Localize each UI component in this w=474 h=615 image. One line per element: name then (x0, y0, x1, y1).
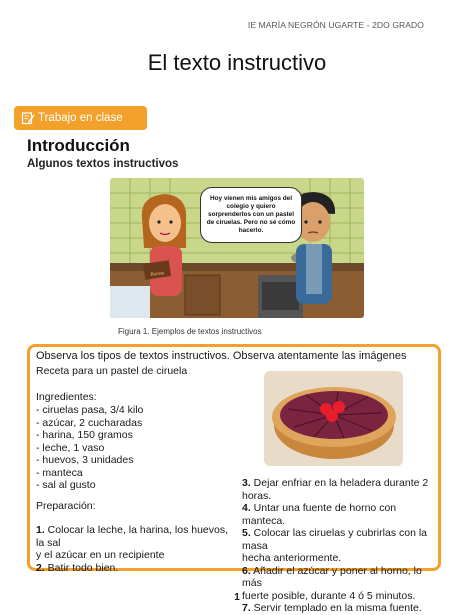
ingredient-item: - huevos, 3 unidades (36, 454, 134, 466)
step-line: 5. Colocar las ciruelas y cubrirlas con la masa (242, 527, 427, 552)
step-line: 2. Batir todo bien. (36, 561, 119, 574)
badge-label: Trabajo en clase (38, 112, 123, 124)
ingredient-item: - ciruelas pasa, 3/4 kilo (36, 404, 144, 416)
figure-illustration (110, 178, 364, 318)
recipe-title: Receta para un pastel de ciruela (36, 365, 188, 377)
ingredient-item: - manteca (36, 466, 83, 479)
ingredient-item: - leche, 1 vaso (36, 441, 105, 454)
ingredients-list (36, 404, 236, 494)
speech-bubble: Hoy vienen mis amigos del colegio y quiero sorprenderlos con un pastel de ciruelas. Pero no sé cómo hacerlo. (200, 187, 302, 243)
ingredient-item: - harina, 150 gramos (36, 429, 133, 441)
box-intro: Observa los tipos de textos instructivos. Observa atentamente las imágenes (36, 350, 407, 362)
section-heading: Introducción (27, 136, 130, 155)
preparation-title: Preparación: (36, 500, 96, 512)
section-subheading: Algunos textos instructivos (27, 158, 179, 170)
ingredients-title: Ingredientes: (36, 391, 97, 403)
page-title: El texto instructivo (147, 50, 327, 75)
plum-pie-illustration (264, 371, 403, 466)
step-line: 6. Añadir el azúcar y poner al horno, lo más (242, 564, 422, 589)
steps-left (36, 524, 236, 574)
step-line: fuerte posible, durante 4 ó 5 minutos. (242, 589, 416, 602)
book-label: Receta (150, 271, 165, 278)
step-line: 7. Servir templado en la misma fuente. (242, 602, 422, 614)
step-line: 3. Dejar enfriar en la heladera durante 2 horas. (242, 477, 429, 502)
plum-pie-image (264, 371, 403, 466)
ingredient-item: - sal al gusto (36, 479, 96, 491)
page-number: 1 (234, 592, 240, 603)
step-line: 4. Untar una fuente de horno con manteca. (242, 502, 397, 527)
class-work-badge (14, 106, 147, 130)
edit-note-icon (21, 111, 35, 125)
figure-caption: Figura 1. Ejemplos de textos instructivos (118, 327, 262, 336)
step-line: y el azúcar en un recipiente (36, 549, 165, 561)
ingredient-item: - azúcar, 2 cucharadas (36, 416, 143, 429)
header-course: IE MARÍA NEGRÓN UGARTE - 2DO GRADO (247, 20, 424, 30)
step-line: hecha anteriormente. (242, 552, 342, 564)
step-line: 1. Colocar la leche, la harina, los huevos, la sal (36, 524, 229, 549)
